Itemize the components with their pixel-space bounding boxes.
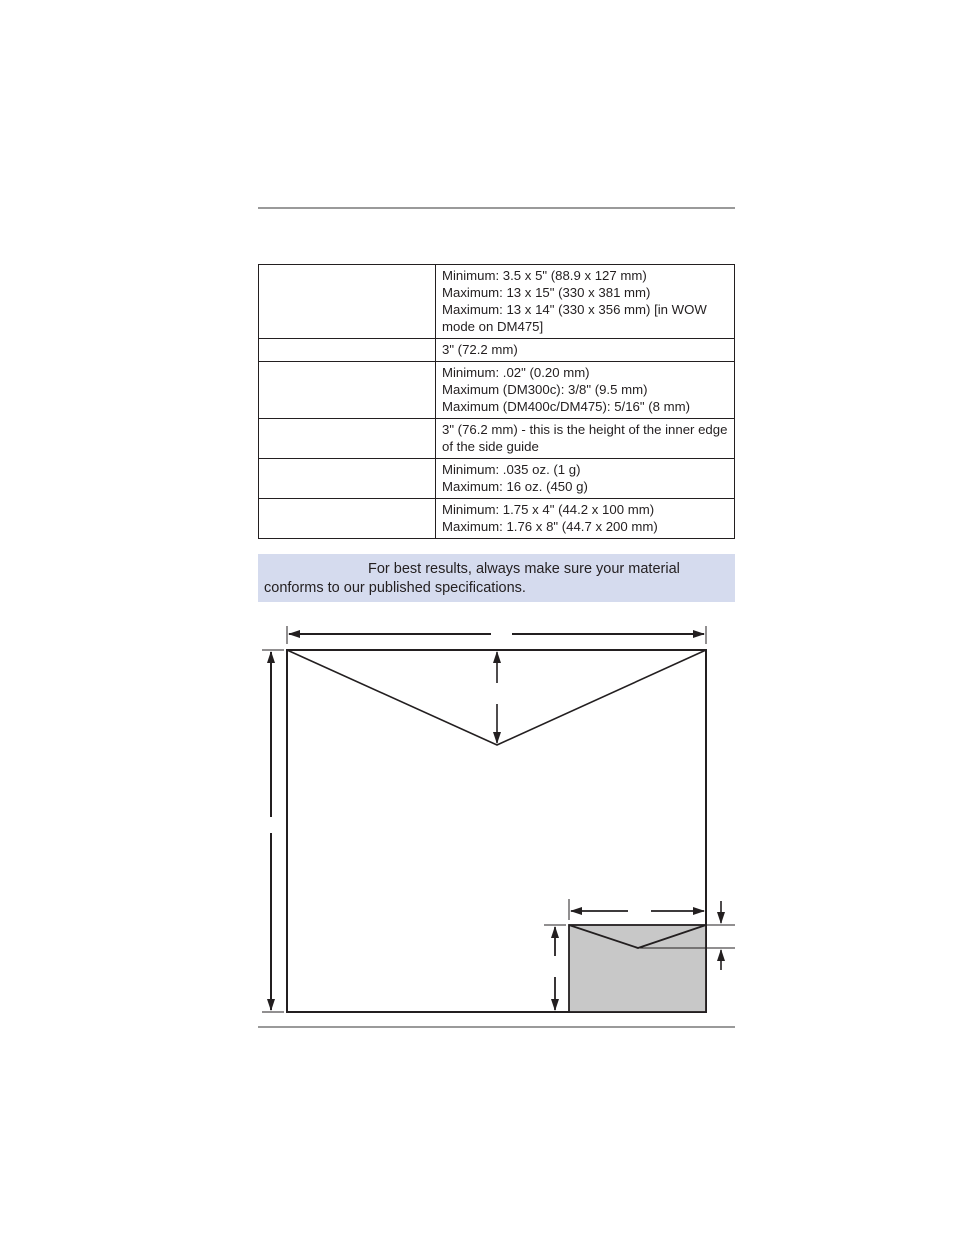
value-line: Maximum: 13 x 15" (330 x 381 mm) — [442, 285, 651, 300]
value-line: Minimum: 3.5 x 5" (88.9 x 127 mm) — [442, 268, 647, 283]
value-line: Maximum: 1.76 x 8" (44.7 x 200 mm) — [442, 519, 658, 534]
value-line: Maximum: 16 oz. (450 g) — [442, 479, 588, 494]
bottom-divider — [258, 1026, 735, 1028]
note-line: For best results, always make sure your material — [368, 561, 680, 577]
note-line: conforms to our published specifications. — [264, 580, 526, 596]
value-line: Minimum: .035 oz. (1 g) — [442, 462, 581, 477]
value-line: Maximum (DM300c): 3/8" (9.5 mm) — [442, 382, 648, 397]
value-line: Minimum: 1.75 x 4" (44.2 x 100 mm) — [442, 502, 655, 517]
small-envelope-outline — [569, 925, 706, 1012]
value-line: Maximum: 13 x 14" (330 x 356 mm) [in WOW mode on DM475] — [442, 302, 707, 334]
value-line: 3" (72.2 mm) — [442, 342, 518, 357]
value-line: 3" (76.2 mm) - this is the height of the inner edge of the side guide — [442, 422, 728, 454]
value-line: Maximum (DM400c/DM475): 5/16" (8 mm) — [442, 399, 690, 414]
value-line: Minimum: .02" (0.20 mm) — [442, 365, 590, 380]
